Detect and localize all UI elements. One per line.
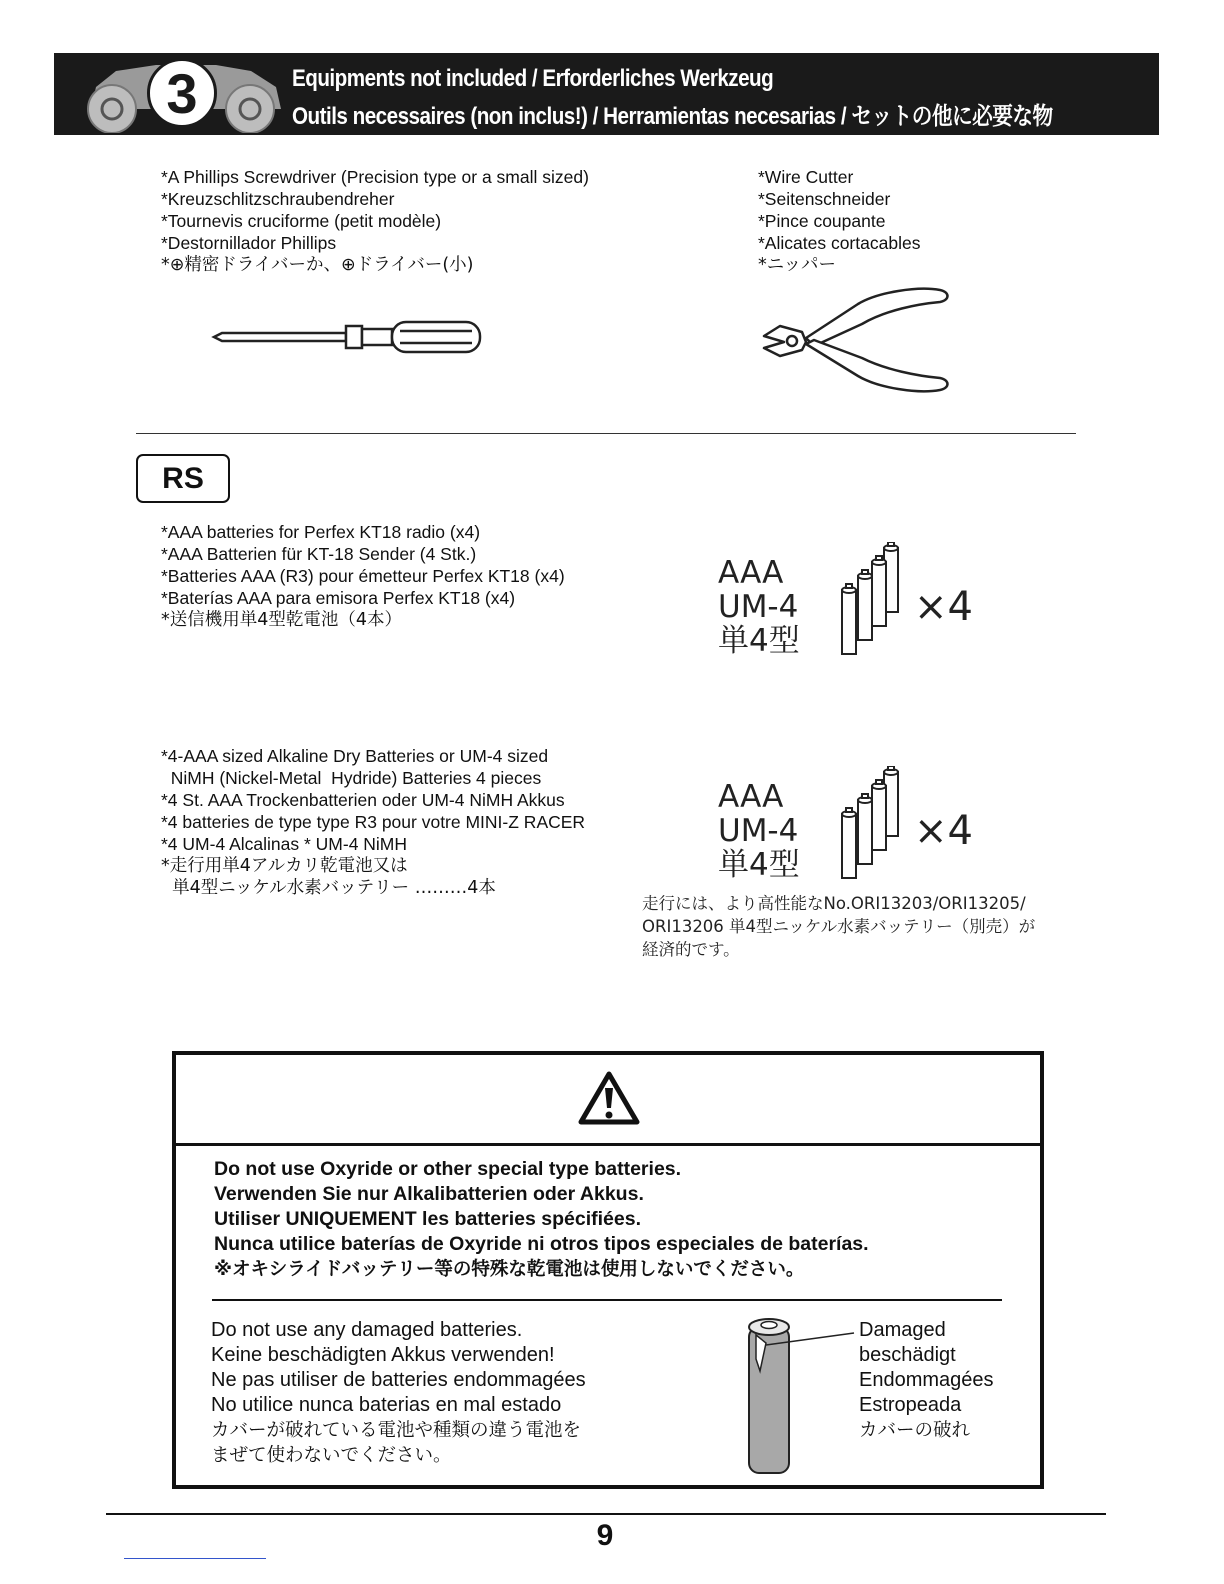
- wire-cutter-icon: [758, 284, 952, 398]
- callout-line: Damaged: [859, 1319, 946, 1341]
- step-number: 3: [166, 62, 198, 125]
- wire-cutter-line: *Wire Cutter: [758, 167, 854, 187]
- screwdriver-line: *Kreuzschlitzschraubendreher: [161, 189, 395, 209]
- wire-cutter-line: *ニッパー: [758, 255, 837, 275]
- radio-batteries-text-block: [161, 521, 565, 631]
- recommendation-line: ORI13206 単4型ニッケル水素バッテリー（別売）が: [642, 917, 1036, 936]
- radio-batteries-line: *送信機用単4型乾電池（4本）: [161, 610, 403, 630]
- warning-line: Do not use Oxyride or other special type batteries.: [214, 1158, 682, 1180]
- battery-type-jp: 単4型: [718, 847, 800, 883]
- screwdriver-line: *Destornillador Phillips: [161, 233, 337, 253]
- car-batteries-text-block: [161, 745, 585, 899]
- car-batteries-line: *走行用単4アルカリ乾電池又は: [161, 856, 408, 876]
- car-batteries-line: *4-AAA sized Alkaline Dry Batteries or UM-4 sized: [161, 746, 549, 766]
- wire-cutter-line: *Pince coupante: [758, 211, 886, 231]
- special-batteries-warning: [214, 1157, 869, 1282]
- car-batteries-line: *4 batteries de type type R3 pour votre MINI-Z RACER: [161, 812, 586, 832]
- battery-type-um4: UM-4: [718, 589, 799, 625]
- step-number-circle: [147, 58, 217, 128]
- wire-cutter-line: *Alicates cortacables: [758, 233, 921, 253]
- warning-line: Nunca utilice baterías de Oxyride ni otros tipos especiales de baterías.: [214, 1233, 869, 1255]
- section-divider: [136, 433, 1076, 434]
- header-title-line2-jp: セットの他に必要な物: [851, 102, 1053, 130]
- battery-type-um4: UM-4: [718, 813, 799, 849]
- car-batteries-line: 単4型ニッケル水素バッテリー ………4本: [161, 878, 496, 898]
- wire-cutter-line: *Seitenschneider: [758, 189, 891, 209]
- car-battery-multiplier: ×4: [914, 808, 973, 854]
- car-batteries-line: NiMH (Nickel-Metal Hydride) Batteries 4 pieces: [161, 768, 542, 788]
- radio-batteries-line: *Batteries AAA (R3) pour émetteur Perfex KT18 (x4): [161, 566, 565, 586]
- warning-line: Utiliser UNIQUEMENT les batteries spécifiées.: [214, 1208, 641, 1230]
- battery-type-aaa: AAA: [718, 779, 784, 815]
- screwdriver-line: *A Phillips Screwdriver (Precision type or a small sized): [161, 167, 589, 187]
- car-battery-type-label: [718, 780, 800, 882]
- recommendation-line: 経済的です。: [642, 940, 740, 959]
- screwdriver-line: *⊕精密ドライバーか、⊕ドライバー(小): [161, 255, 474, 275]
- callout-line: beschädigt: [859, 1344, 956, 1366]
- damaged-callout: [859, 1318, 994, 1443]
- battery-type-aaa: AAA: [718, 555, 784, 591]
- radio-batteries-line: *AAA batteries for Perfex KT18 radio (x4): [161, 522, 481, 542]
- page-number: 9: [596, 1519, 614, 1552]
- warning-line: No utilice nunca baterias en mal estado: [211, 1394, 562, 1416]
- radio-battery-type-label: [718, 556, 800, 658]
- header-title-line2-latin: Outils necessaires (non inclus!) / Herramientas necesarias /: [292, 103, 847, 130]
- rs-badge: RS: [136, 454, 230, 503]
- wire-cutter-text-block: [758, 166, 920, 276]
- warning-line: まぜて使わないでください。: [211, 1445, 452, 1466]
- warning-divider: [212, 1299, 1002, 1301]
- warning-line: Do not use any damaged batteries.: [211, 1319, 523, 1341]
- footer-link-underline: [124, 1558, 266, 1559]
- warning-header: [176, 1055, 1040, 1146]
- warning-line: Keine beschädigten Akkus verwenden!: [211, 1344, 555, 1366]
- warning-box: [172, 1051, 1044, 1489]
- warning-line: Ne pas utiliser de batteries endommagées: [211, 1369, 586, 1391]
- step-header-banner: [54, 53, 1159, 135]
- screwdriver-icon: [210, 318, 486, 356]
- screwdriver-line: *Tournevis cruciforme (petit modèle): [161, 211, 442, 231]
- warning-line: カバーが破れている電池や種類の違う電池を: [211, 1420, 582, 1441]
- battery-recommendation: [642, 892, 1035, 961]
- battery-stack-icon: [838, 542, 904, 658]
- footer-rule: [106, 1513, 1106, 1515]
- callout-line: Estropeada: [859, 1394, 962, 1416]
- header-title-line2: [292, 96, 1053, 131]
- warning-line: ※オキシライドバッテリー等の特殊な乾電池は使用しないでください。: [214, 1259, 805, 1280]
- callout-line: Endommagées: [859, 1369, 994, 1391]
- header-title-line1: Equipments not included / Erforderliches Werkzeug: [292, 65, 774, 92]
- radio-batteries-line: *AAA Batterien für KT-18 Sender (4 Stk.): [161, 544, 477, 564]
- warning-triangle-icon: [577, 1070, 641, 1126]
- callout-line: カバーの破れ: [859, 1420, 971, 1441]
- warning-line: Verwenden Sie nur Alkalibatterien oder Akkus.: [214, 1183, 644, 1205]
- battery-type-jp: 単4型: [718, 623, 800, 659]
- battery-stack-icon: [838, 766, 904, 882]
- damaged-battery-icon: [736, 1313, 866, 1477]
- car-batteries-line: *4 St. AAA Trockenbatterien oder UM-4 NiMH Akkus: [161, 790, 565, 810]
- damaged-batteries-warning: [211, 1318, 586, 1468]
- screwdriver-text-block: [161, 166, 589, 276]
- radio-batteries-line: *Baterías AAA para emisora Perfex KT18 (x4): [161, 588, 516, 608]
- recommendation-line: 走行には、より高性能なNo.ORI13203/ORI13205/: [642, 894, 1026, 913]
- car-batteries-line: *4 UM-4 Alcalinas * UM-4 NiMH: [161, 834, 408, 854]
- radio-battery-multiplier: ×4: [914, 584, 973, 630]
